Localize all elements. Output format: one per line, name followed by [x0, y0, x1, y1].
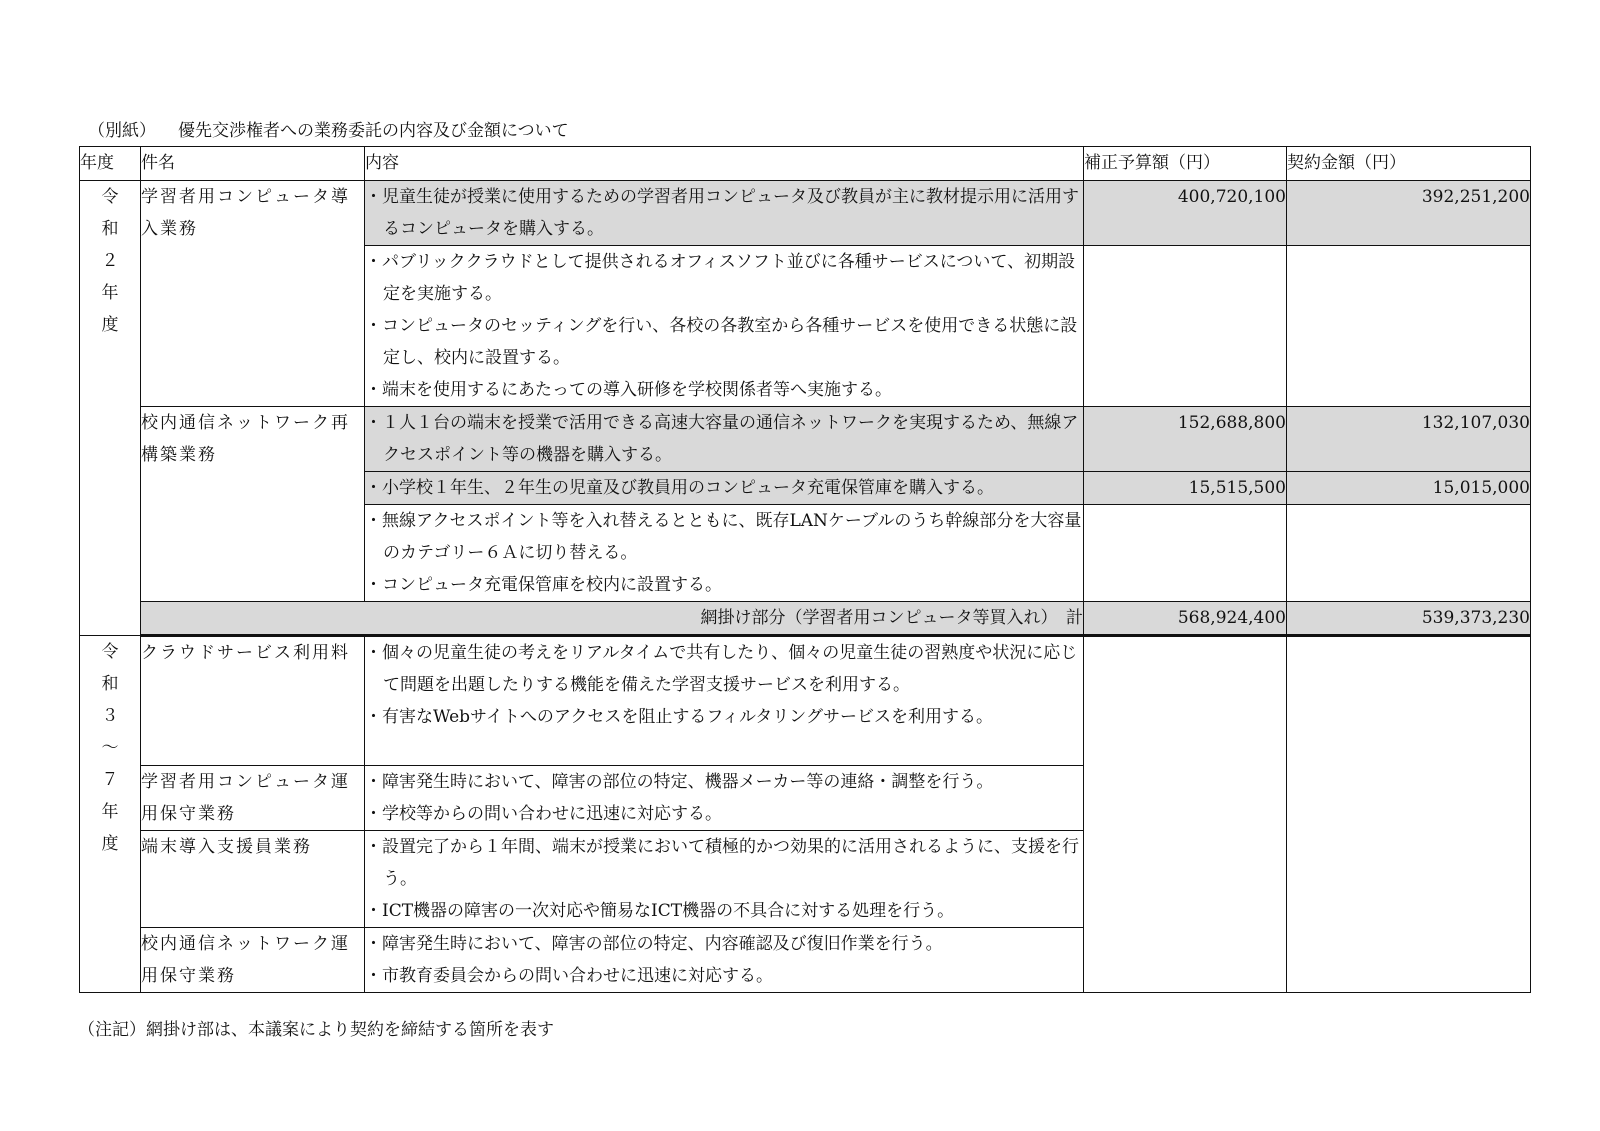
col-header-name: 件名: [141, 147, 365, 181]
col-header-content: 内容: [365, 147, 1084, 181]
content-cell: ・無線アクセスポイント等を入れ替えるとともに、既存LANケーブルのうち幹線部分を大容量のカテゴリー６Ａに切り替える。 ・コンピュータ充電保管庫を校内に設置する。: [365, 505, 1084, 602]
budget-amount-empty: [1084, 636, 1287, 993]
budget-amount-empty: [1084, 246, 1287, 407]
item-name-cloud-service: クラウドサービス利用料: [141, 636, 365, 766]
document-title: [88, 116, 569, 141]
contract-amount: 15,015,000: [1287, 472, 1531, 505]
contract-amount: 392,251,200: [1287, 181, 1531, 246]
item-name-support-staff: 端末導入支援員業務: [141, 831, 365, 928]
table-row: [80, 407, 1531, 472]
budget-amount: 152,688,800: [1084, 407, 1287, 472]
total-contract: 539,373,230: [1287, 602, 1531, 636]
content-cell: ・小学校１年生、２年生の児童及び教員用のコンピュータ充電保管庫を購入する。: [365, 472, 1084, 505]
content-cell: ・障害発生時において、障害の部位の特定、機器メーカー等の連絡・調整を行う。 ・学校等からの問い合わせに迅速に対応する。: [365, 766, 1084, 831]
title-text: 優先交渉権者への業務委託の内容及び金額について: [178, 121, 569, 141]
contract-amount: 132,107,030: [1287, 407, 1531, 472]
col-header-budget: 補正予算額（円）: [1084, 147, 1287, 181]
content-cell: ・１人１台の端末を授業で活用できる高速大容量の通信ネットワークを実現するため、無線アクセスポイント等の機器を購入する。: [365, 407, 1084, 472]
total-budget: 568,924,400: [1084, 602, 1287, 636]
budget-amount-empty: [1084, 505, 1287, 602]
title-prefix: （別紙）: [88, 121, 156, 141]
table-header-row: [80, 147, 1531, 181]
footnote: （注記）網掛け部は、本議案により契約を締結する箇所を表す: [78, 1020, 554, 1040]
total-label: 網掛け部分（学習者用コンピュータ等買入れ） 計: [141, 602, 1084, 636]
budget-amount: 15,515,500: [1084, 472, 1287, 505]
col-header-year: 年度: [80, 147, 141, 181]
content-cell: ・個々の児童生徒の考えをリアルタイムで共有したり、個々の児童生徒の習熟度や状況に応じて問題を出題したりする機能を備えた学習支援サービスを利用する。 ・有害なWebサイトへのアクセスを阻止するフィルタリングサービスを利用する。: [365, 636, 1084, 766]
content-cell: ・設置完了から１年間、端末が授業において積極的かつ効果的に活用されるように、支援を行う。 ・ICT機器の障害の一次対応や簡易なICT機器の不具合に対する処理を行う。: [365, 831, 1084, 928]
content-cell: ・障害発生時において、障害の部位の特定、内容確認及び復旧作業を行う。 ・市教育委員会からの問い合わせに迅速に対応する。: [365, 928, 1084, 993]
item-name-network-maintenance: 校内通信ネットワーク運用保守業務: [141, 928, 365, 993]
contract-amount-empty: [1287, 246, 1531, 407]
item-name-network-rebuild: 校内通信ネットワーク再構築業務: [141, 407, 365, 602]
budget-amount: 400,720,100: [1084, 181, 1287, 246]
contract-amount-empty: [1287, 636, 1531, 993]
contract-table: [79, 146, 1531, 993]
year-cell-r3-7: 令 和 ３ ～ ７ 年 度: [80, 636, 141, 993]
total-row: [80, 602, 1531, 636]
year-cell-r2: 令 和 ２ 年 度: [80, 181, 141, 636]
item-name-pc-maintenance: 学習者用コンピュータ運用保守業務: [141, 766, 365, 831]
contract-amount-empty: [1287, 505, 1531, 602]
col-header-contract: 契約金額（円）: [1287, 147, 1531, 181]
content-cell: ・児童生徒が授業に使用するための学習者用コンピュータ及び教員が主に教材提示用に活用するコンピュータを購入する。: [365, 181, 1084, 246]
item-name-pc-intro: 学習者用コンピュータ導入業務: [141, 181, 365, 407]
table-row: [80, 181, 1531, 246]
content-cell: ・パブリッククラウドとして提供されるオフィスソフト並びに各種サービスについて、初期設定を実施する。 ・コンピュータのセッティングを行い、各校の各教室から各種サービスを使用できる状態に設定し、校内に設置する。 ・端末を使用するにあたっての導入研修を学校関係者等へ実施する。: [365, 246, 1084, 407]
table-row: [80, 636, 1531, 766]
